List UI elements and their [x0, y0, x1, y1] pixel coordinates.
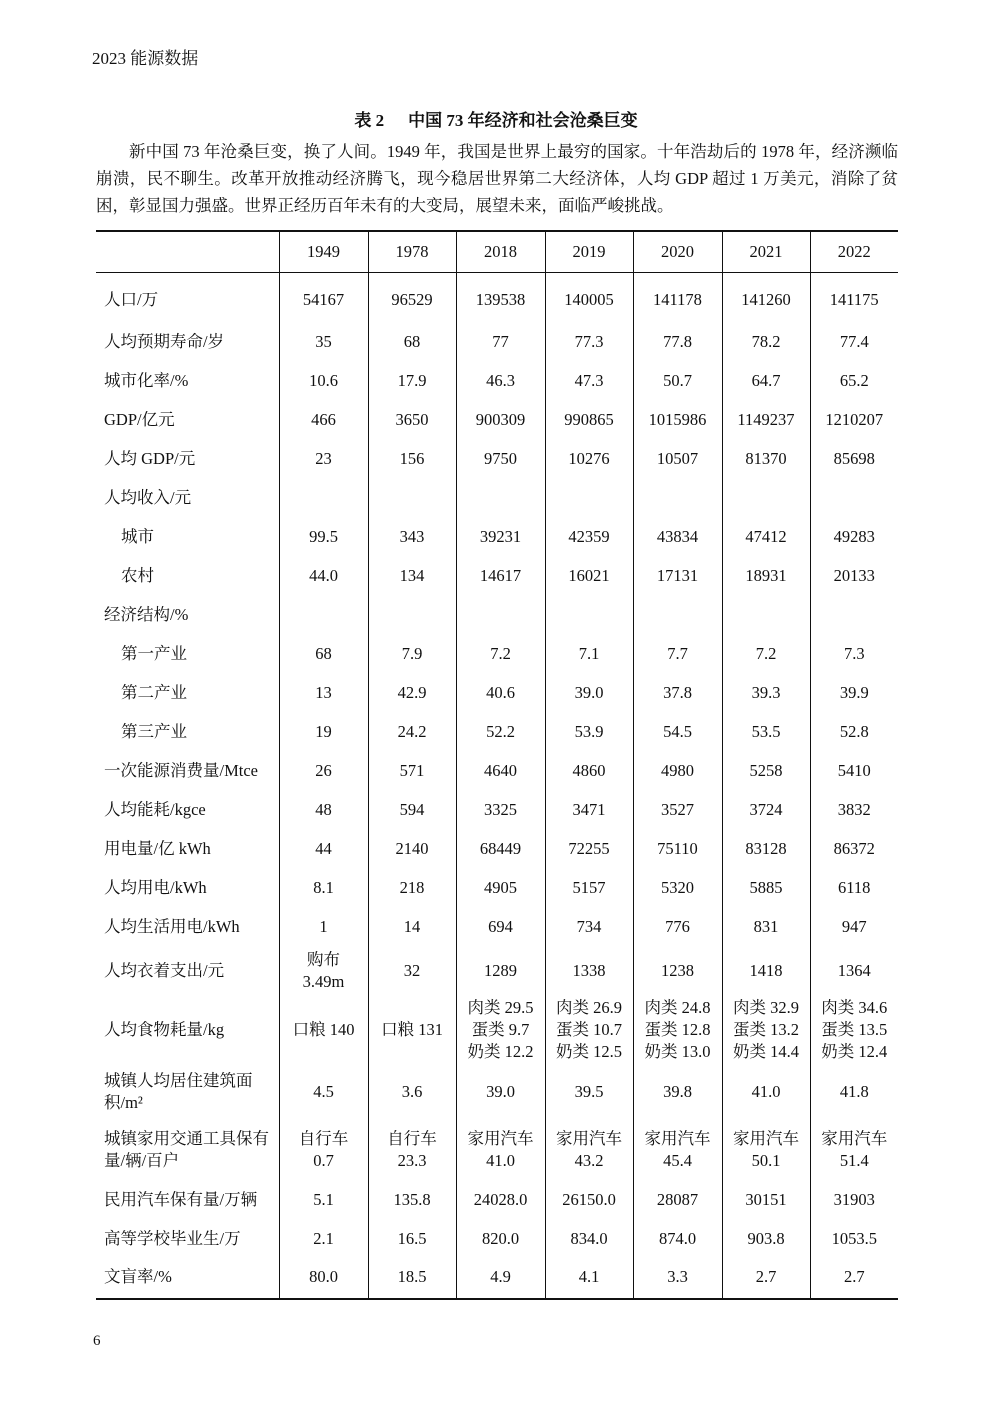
table-cell: 自行车 23.3: [368, 1119, 456, 1180]
table-cell: 39.9: [810, 673, 898, 712]
table-cell: 18.5: [368, 1258, 456, 1299]
table-cell: 3.6: [368, 1065, 456, 1119]
table-cell: 68: [368, 322, 456, 361]
header-cell: 2022: [810, 231, 898, 273]
table-cell: 26150.0: [545, 1180, 633, 1219]
table-cell: 140005: [545, 273, 633, 323]
data-table: [96, 230, 898, 1300]
table-cell: 594: [368, 790, 456, 829]
row-label: 人均生活用电/kWh: [104, 916, 240, 936]
table-cell: 4.1: [545, 1258, 633, 1299]
table-cell: 46.3: [456, 361, 545, 400]
table-row: [96, 790, 898, 829]
table-row: [96, 634, 898, 673]
row-label: 人均衣着支出/元: [104, 960, 225, 980]
table-cell: 4905: [456, 868, 545, 907]
row-label: 人均预期寿命/岁: [104, 331, 225, 351]
table-cell: 900309: [456, 400, 545, 439]
table-cell: [279, 478, 368, 517]
intro-text: 新中国 73 年沧桑巨变，换了人间。1949 年，我国是世界上最穷的国家。十年浩劫后的 1978 年，经济濒临崩溃，民不聊生。改革开放推动经济腾飞，现今稳居世界第二大经济体，人均 GDP 超过 1 万美元，消除了贫困，彰显国力强盛。世界正经历百年未有的大变局，展望未来，面临严峻挑战。: [96, 142, 898, 215]
table-cell: 903.8: [722, 1219, 810, 1258]
table-title: [0, 106, 992, 131]
table-row: [96, 995, 898, 1065]
table-cell: 7.9: [368, 634, 456, 673]
table-cell: 78.2: [722, 322, 810, 361]
table-cell: 48: [279, 790, 368, 829]
table-cell: 96529: [368, 273, 456, 323]
table-cell: 肉类 24.8 蛋类 12.8 奶类 13.0: [633, 995, 722, 1065]
table-cell: 41.8: [810, 1065, 898, 1119]
table-cell: [722, 478, 810, 517]
table-row: [96, 868, 898, 907]
row-label: 第二产业: [121, 682, 187, 702]
table-cell: 156: [368, 439, 456, 478]
table-cell: 家用汽车 50.1: [722, 1119, 810, 1180]
table-cell: 831: [722, 907, 810, 946]
table-cell: 135.8: [368, 1180, 456, 1219]
table-cell: 44.0: [279, 556, 368, 595]
table-row: [96, 907, 898, 946]
table-cell: 16.5: [368, 1219, 456, 1258]
table-cell: 134: [368, 556, 456, 595]
table-row: [96, 400, 898, 439]
row-label: 第一产业: [121, 643, 187, 663]
table-cell: 1289: [456, 946, 545, 995]
table-cell: 42359: [545, 517, 633, 556]
table-cell: 141260: [722, 273, 810, 323]
table-row: [96, 273, 898, 323]
table-cell: 1053.5: [810, 1219, 898, 1258]
table-cell: 3325: [456, 790, 545, 829]
table-row: [96, 361, 898, 400]
table-cell: 家用汽车 51.4: [810, 1119, 898, 1180]
table-cell: 13: [279, 673, 368, 712]
table-cell: 7.2: [722, 634, 810, 673]
table-cell: 947: [810, 907, 898, 946]
table-cell: 218: [368, 868, 456, 907]
table-row: [96, 712, 898, 751]
table-cell: 47412: [722, 517, 810, 556]
table-cell: 3724: [722, 790, 810, 829]
table-row: [96, 556, 898, 595]
table-cell: 2140: [368, 829, 456, 868]
row-label: 人口/万: [104, 289, 159, 309]
table-cell: 16021: [545, 556, 633, 595]
row-label: 经济结构/%: [104, 604, 189, 624]
table-cell: 68: [279, 634, 368, 673]
table-cell: 1238: [633, 946, 722, 995]
header-cell: 2019: [545, 231, 633, 273]
row-label: 城镇家用交通工具保有量/辆/百户: [104, 1128, 269, 1170]
table-cell: 77.8: [633, 322, 722, 361]
table-cell: 6118: [810, 868, 898, 907]
table-cell: 343: [368, 517, 456, 556]
table-cell: 54.5: [633, 712, 722, 751]
table-cell: 466: [279, 400, 368, 439]
table-cell: 9750: [456, 439, 545, 478]
table-cell: 10276: [545, 439, 633, 478]
table-row: [96, 946, 898, 995]
table-cell: [545, 478, 633, 517]
table-row: [96, 751, 898, 790]
table-cell: 53.9: [545, 712, 633, 751]
table-row: [96, 829, 898, 868]
table-row: [96, 595, 898, 634]
table-cell: 42.9: [368, 673, 456, 712]
table-cell: 28087: [633, 1180, 722, 1219]
table-cell: [456, 478, 545, 517]
intro-paragraph: [96, 138, 898, 219]
table-cell: 64.7: [722, 361, 810, 400]
table-cell: 31903: [810, 1180, 898, 1219]
row-label: 城镇人均居住建筑面积/m²: [104, 1071, 253, 1112]
table-cell: 37.8: [633, 673, 722, 712]
table-cell: 1210207: [810, 400, 898, 439]
table-cell: 54167: [279, 273, 368, 323]
table-cell: 20133: [810, 556, 898, 595]
table-cell: 139538: [456, 273, 545, 323]
table-cell: 40.6: [456, 673, 545, 712]
row-label: 人均食物耗量/kg: [104, 1020, 225, 1039]
table-cell: 3.3: [633, 1258, 722, 1299]
row-label: 人均收入/元: [104, 487, 192, 507]
table-cell: 5410: [810, 751, 898, 790]
table-cell: 5320: [633, 868, 722, 907]
table-cell: 141178: [633, 273, 722, 323]
table-row: [96, 322, 898, 361]
table-cell: 3471: [545, 790, 633, 829]
header-cell: 2018: [456, 231, 545, 273]
row-label: GDP/亿元: [104, 409, 175, 429]
table-cell: 47.3: [545, 361, 633, 400]
table-cell: 39.0: [456, 1065, 545, 1119]
table-cell: 19: [279, 712, 368, 751]
table-cell: 17131: [633, 556, 722, 595]
row-label: 人均能耗/kgce: [104, 799, 206, 819]
table-cell: 3650: [368, 400, 456, 439]
table-row: [96, 1180, 898, 1219]
table-cell: 85698: [810, 439, 898, 478]
table-cell: 35: [279, 322, 368, 361]
table-cell: 53.5: [722, 712, 810, 751]
table-cell: [279, 595, 368, 634]
table-cell: 10.6: [279, 361, 368, 400]
table-row: [96, 1119, 898, 1180]
table-row: [96, 1258, 898, 1299]
table-cell: 23: [279, 439, 368, 478]
table-cell: 80.0: [279, 1258, 368, 1299]
table-cell: 694: [456, 907, 545, 946]
table-cell: 734: [545, 907, 633, 946]
row-label: 人均 GDP/元: [104, 448, 196, 468]
table-cell: 30151: [722, 1180, 810, 1219]
table-cell: 5258: [722, 751, 810, 790]
table-cell: 5885: [722, 868, 810, 907]
table-row: [96, 673, 898, 712]
table-cell: 2.7: [810, 1258, 898, 1299]
table-cell: 家用汽车 43.2: [545, 1119, 633, 1180]
table-cell: 购布 3.49m: [279, 946, 368, 995]
table-cell: 77.3: [545, 322, 633, 361]
table-cell: 52.8: [810, 712, 898, 751]
table-cell: 4.5: [279, 1065, 368, 1119]
table-cell: 3832: [810, 790, 898, 829]
table-cell: 肉类 34.6 蛋类 13.5 奶类 12.4: [810, 995, 898, 1065]
header-cell: 2020: [633, 231, 722, 273]
table-cell: [810, 478, 898, 517]
table-cell: 肉类 29.5 蛋类 9.7 奶类 12.2: [456, 995, 545, 1065]
table-cell: 39.3: [722, 673, 810, 712]
row-label: 城市化率/%: [104, 370, 189, 390]
table-cell: 776: [633, 907, 722, 946]
row-label: 民用汽车保有量/万辆: [104, 1189, 258, 1209]
table-cell: [633, 595, 722, 634]
table-cell: 7.2: [456, 634, 545, 673]
table-cell: [368, 478, 456, 517]
header-cell: 1978: [368, 231, 456, 273]
table-cell: 874.0: [633, 1219, 722, 1258]
table-cell: 14: [368, 907, 456, 946]
table-cell: 26: [279, 751, 368, 790]
row-label: 人均用电/kWh: [104, 877, 207, 897]
row-label: 文盲率/%: [96, 1258, 279, 1299]
table-cell: 820.0: [456, 1219, 545, 1258]
table-cell: 77: [456, 322, 545, 361]
table-cell: 50.7: [633, 361, 722, 400]
table-cell: 4980: [633, 751, 722, 790]
table-row: [96, 1219, 898, 1258]
header-cell: 2021: [722, 231, 810, 273]
header-cell: 1949: [279, 231, 368, 273]
table-cell: 44: [279, 829, 368, 868]
table-cell: 571: [368, 751, 456, 790]
table-cell: 1338: [545, 946, 633, 995]
table-cell: 834.0: [545, 1219, 633, 1258]
table-cell: 72255: [545, 829, 633, 868]
running-header: 2023 能源数据: [92, 49, 199, 68]
table-cell: [633, 478, 722, 517]
table-cell: 1: [279, 907, 368, 946]
table-cell: 68449: [456, 829, 545, 868]
table-cell: [368, 595, 456, 634]
row-label: 农村: [121, 565, 154, 585]
table-cell: 1364: [810, 946, 898, 995]
table-cell: 24.2: [368, 712, 456, 751]
table-cell: 1418: [722, 946, 810, 995]
table-cell: 141175: [810, 273, 898, 323]
table-cell: 肉类 26.9 蛋类 10.7 奶类 12.5: [545, 995, 633, 1065]
row-label: 高等学校毕业生/万: [104, 1228, 241, 1248]
table-row: [96, 1065, 898, 1119]
table-cell: 24028.0: [456, 1180, 545, 1219]
table-cell: 7.7: [633, 634, 722, 673]
table-cell: 39231: [456, 517, 545, 556]
table-cell: 18931: [722, 556, 810, 595]
row-label: 用电量/亿 kWh: [104, 838, 211, 858]
table-cell: 14617: [456, 556, 545, 595]
table-cell: 4.9: [456, 1258, 545, 1299]
table-row: [96, 439, 898, 478]
table-cell: 81370: [722, 439, 810, 478]
page-number: 6: [93, 1333, 101, 1349]
table-cell: 41.0: [722, 1065, 810, 1119]
table-title-text: 中国 73 年经济和社会沧桑巨变: [408, 111, 638, 130]
header-cell: [96, 231, 279, 273]
table-cell: 77.4: [810, 322, 898, 361]
table-cell: [810, 595, 898, 634]
row-label: 城市: [121, 526, 154, 546]
table-cell: 86372: [810, 829, 898, 868]
row-label: 一次能源消费量/Mtce: [104, 760, 258, 780]
table-cell: 4860: [545, 751, 633, 790]
table-cell: 39.8: [633, 1065, 722, 1119]
table-cell: 口粮 140: [279, 995, 368, 1065]
table-cell: 32: [368, 946, 456, 995]
table-cell: 52.2: [456, 712, 545, 751]
table-cell: [456, 595, 545, 634]
table-cell: [545, 595, 633, 634]
table-cell: 2.1: [279, 1219, 368, 1258]
table-row: [96, 517, 898, 556]
table-cell: 1149237: [722, 400, 810, 439]
table-cell: 5157: [545, 868, 633, 907]
table-cell: 43834: [633, 517, 722, 556]
table-body: [96, 273, 898, 1300]
table-cell: 7.1: [545, 634, 633, 673]
table-cell: 99.5: [279, 517, 368, 556]
header-row: [96, 231, 898, 273]
table-cell: 10507: [633, 439, 722, 478]
table-cell: 83128: [722, 829, 810, 868]
table-cell: 自行车 0.7: [279, 1119, 368, 1180]
table-cell: 990865: [545, 400, 633, 439]
table-cell: 2.7: [722, 1258, 810, 1299]
table-cell: [722, 595, 810, 634]
table-number: 表 2: [354, 111, 385, 130]
table-cell: 39.5: [545, 1065, 633, 1119]
table-cell: 1015986: [633, 400, 722, 439]
table-cell: 65.2: [810, 361, 898, 400]
table-cell: 49283: [810, 517, 898, 556]
table-cell: 口粮 131: [368, 995, 456, 1065]
row-label: 第三产业: [121, 721, 187, 741]
table-cell: 3527: [633, 790, 722, 829]
table-cell: 5.1: [279, 1180, 368, 1219]
table-cell: 7.3: [810, 634, 898, 673]
table-cell: 17.9: [368, 361, 456, 400]
table-row: [96, 478, 898, 517]
table-cell: 家用汽车 45.4: [633, 1119, 722, 1180]
table-cell: 75110: [633, 829, 722, 868]
table-cell: 4640: [456, 751, 545, 790]
table-cell: 39.0: [545, 673, 633, 712]
table-cell: 肉类 32.9 蛋类 13.2 奶类 14.4: [722, 995, 810, 1065]
table-cell: 家用汽车 41.0: [456, 1119, 545, 1180]
table-cell: 8.1: [279, 868, 368, 907]
